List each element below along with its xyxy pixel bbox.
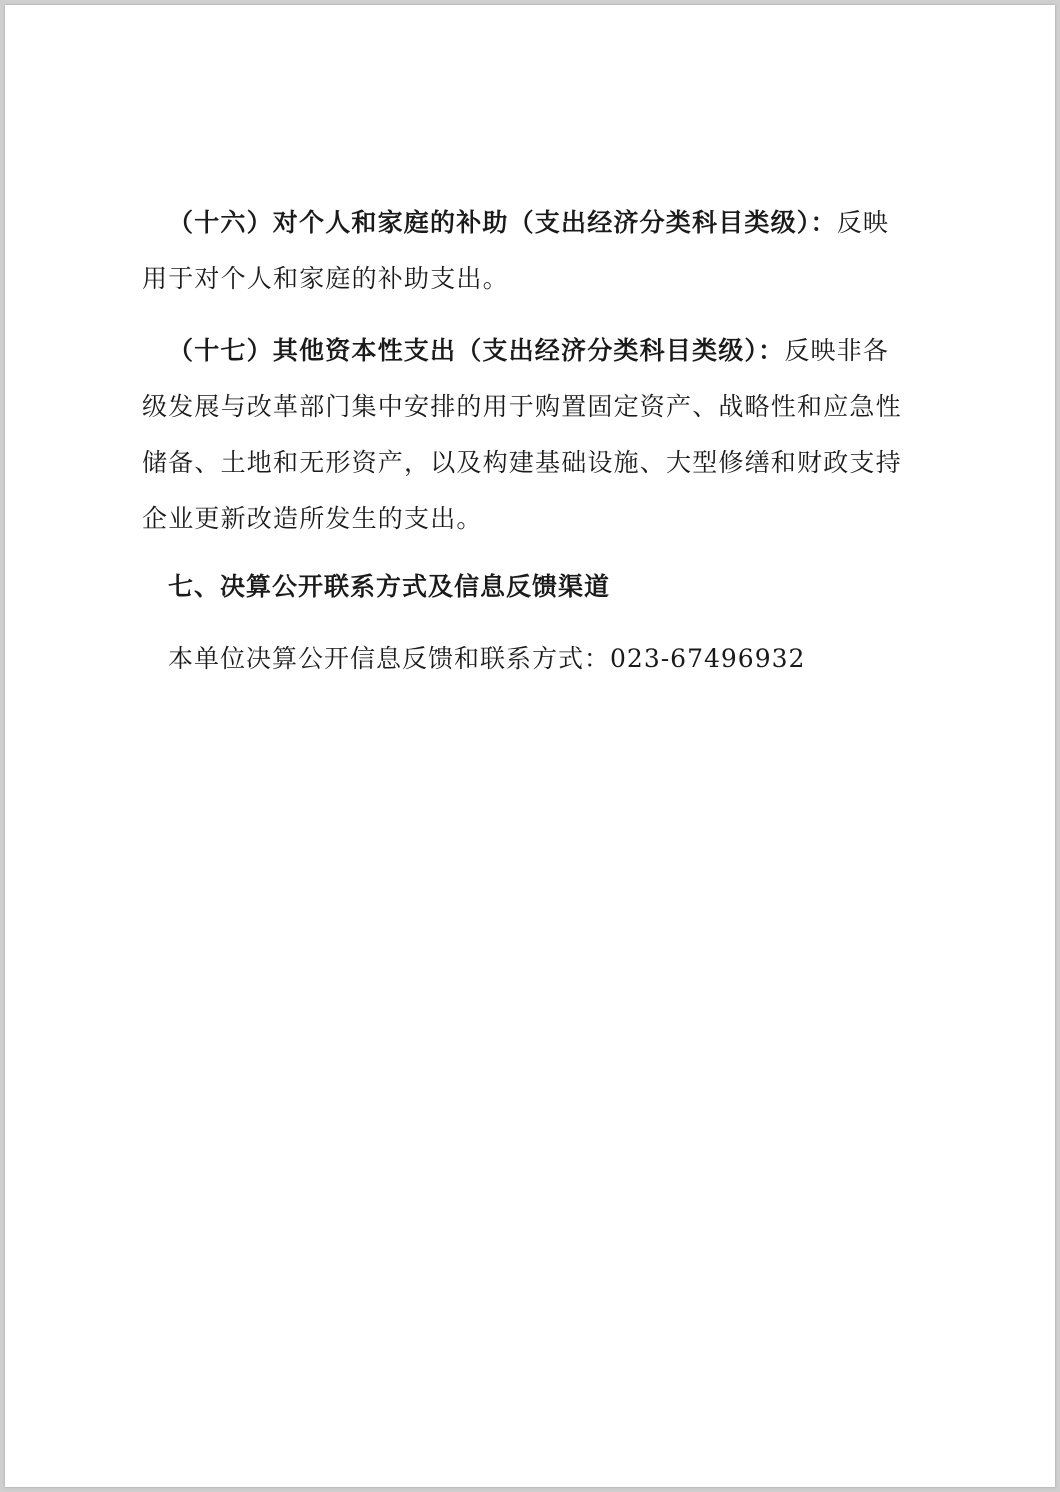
contact-line — [142, 631, 912, 687]
document-page — [5, 5, 1055, 1487]
contact-label: 本单位决算公开信息反馈和联系方式： — [168, 644, 611, 673]
page-content — [142, 195, 912, 687]
item-16-paragraph — [142, 195, 912, 307]
section-7-heading: 七、决算公开联系方式及信息反馈渠道 — [168, 572, 611, 601]
item-17-body: 反映非各级发展与改革部门集中安排的用于购置固定资产、战略性和应急性储备、土地和无形资产，以及构建基础设施、大型修缮和财政支持企业更新改造所发生的支出。 — [142, 336, 902, 533]
item-16-title: （十六）对个人和家庭的补助（支出经济分类科目类级）： — [168, 208, 837, 237]
item-17-paragraph — [142, 323, 912, 547]
contact-phone: 023-67496932 — [610, 644, 806, 673]
item-16-body: 反映用于对个人和家庭的补助支出。 — [142, 208, 890, 293]
item-17-title: （十七）其他资本性支出（支出经济分类科目类级）： — [168, 336, 785, 365]
